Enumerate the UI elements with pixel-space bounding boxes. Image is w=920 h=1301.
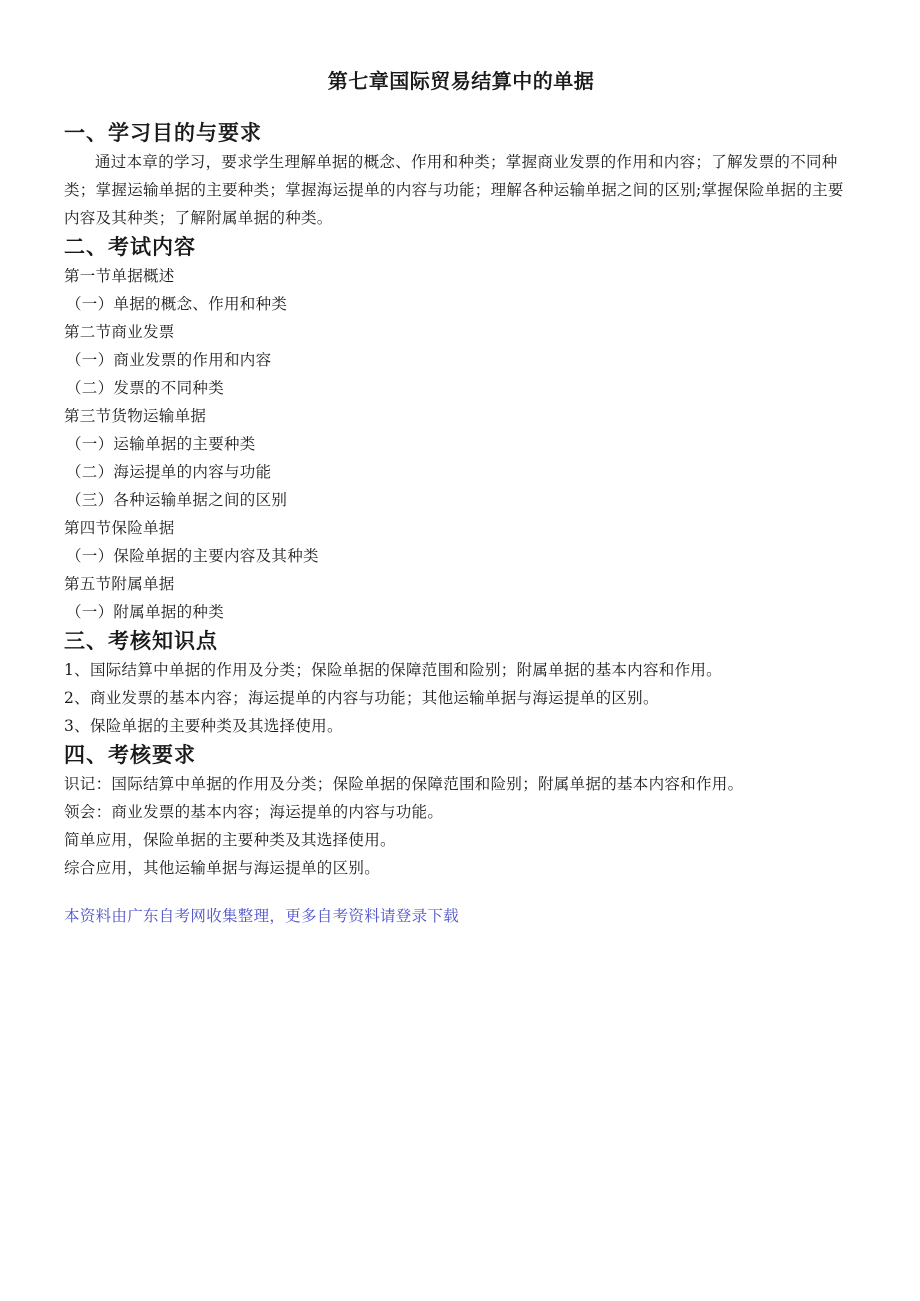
exam-content-item: 第一节单据概述 — [64, 267, 175, 285]
knowledge-points-list — [64, 656, 858, 740]
section-heading-assessment-requirements: 四、考核要求 — [64, 742, 196, 767]
assessment-requirement-item: 识记：国际结算中单据的作用及分类；保险单据的保障范围和险别；附属单据的基本内容和作用。 — [64, 775, 744, 793]
source-note: 本资料由广东自考网收集整理，更多自考资料请登录下载 — [64, 907, 460, 925]
exam-content-list — [64, 262, 858, 626]
exam-content-item: （三）各种运输单据之间的区别 — [66, 491, 288, 509]
exam-content-item: 第五节附属单据 — [64, 575, 175, 593]
exam-content-item: （二）发票的不同种类 — [66, 379, 225, 397]
document-title: 第七章国际贸易结算中的单据 — [327, 69, 595, 93]
section-heading-objectives: 一、学习目的与要求 — [64, 120, 262, 145]
knowledge-point-item: 2、商业发票的基本内容；海运提单的内容与功能；其他运输单据与海运提单的区别。 — [64, 689, 659, 707]
exam-content-item: （一）保险单据的主要内容及其种类 — [66, 547, 319, 565]
assessment-requirements-list — [64, 770, 858, 882]
exam-content-item: （一）商业发票的作用和内容 — [66, 351, 272, 369]
exam-content-item: （一）单据的概念、作用和种类 — [66, 295, 288, 313]
section-heading-knowledge-points: 三、考核知识点 — [64, 628, 218, 653]
assessment-requirement-item: 领会：商业发票的基本内容；海运提单的内容与功能。 — [64, 803, 444, 821]
knowledge-point-item: 3、保险单据的主要种类及其选择使用。 — [64, 717, 343, 735]
exam-content-item: 第四节保险单据 — [64, 519, 175, 537]
knowledge-point-item: 1、国际结算中单据的作用及分类；保险单据的保障范围和险别；附属单据的基本内容和作用。 — [64, 661, 722, 679]
objectives-paragraph: 通过本章的学习，要求学生理解单据的概念、作用和种类；掌握商业发票的作用和内容；了解发票的不同种类；掌握运输单据的主要种类；掌握海运提单的内容与功能；理解各种运输单据之间的区别;掌握保险单据的主要内容及其种类；了解附属单据的种类。 — [64, 153, 844, 227]
exam-content-item: （一）运输单据的主要种类 — [66, 435, 256, 453]
exam-content-item: 第二节商业发票 — [64, 323, 175, 341]
exam-content-item: 第三节货物运输单据 — [64, 407, 207, 425]
assessment-requirement-item: 综合应用，其他运输单据与海运提单的区别。 — [64, 859, 381, 877]
section-heading-exam-content: 二、考试内容 — [64, 234, 196, 259]
exam-content-item: （一）附属单据的种类 — [66, 603, 225, 621]
exam-content-item: （二）海运提单的内容与功能 — [66, 463, 272, 481]
assessment-requirement-item: 简单应用，保险单据的主要种类及其选择使用。 — [64, 831, 396, 849]
